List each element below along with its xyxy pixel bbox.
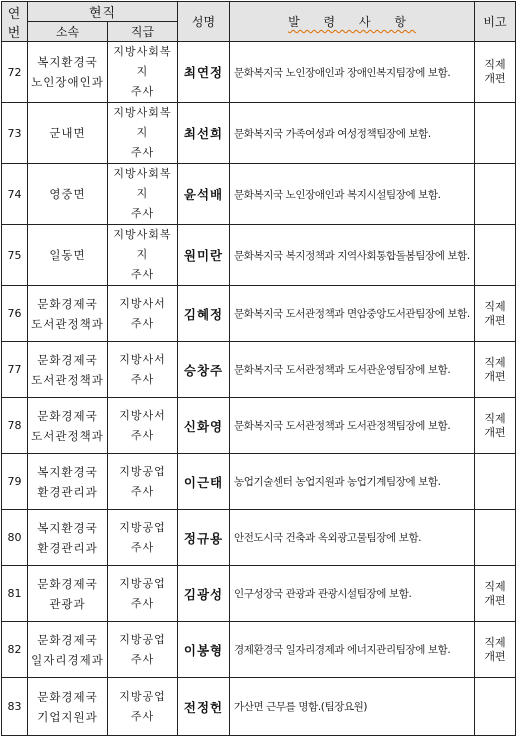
grade-line-1: 지방사회복지 [113, 228, 172, 261]
note-line-2: 개편 [484, 313, 506, 327]
grade-cell [108, 454, 178, 510]
note-cell [475, 566, 516, 622]
table-row [2, 678, 516, 736]
order-cell: 안전도시국 건축과 옥외광고물팀장에 보함. [230, 510, 475, 566]
grade-line-1: 지방공업 [119, 520, 166, 534]
grade-line-2: 주사 [130, 652, 155, 666]
header-grade: 직급 [108, 22, 178, 42]
grade-cell [108, 164, 178, 225]
serial-number-cell: 83 [2, 678, 28, 736]
grade-line-1: 지방사서 [119, 408, 166, 422]
note-line-2: 개편 [484, 72, 506, 85]
note-cell [475, 510, 516, 566]
grade-line-1: 지방공업 [119, 576, 166, 590]
affiliation-line-1: 복지환경국 [37, 55, 98, 69]
note-line-2: 개편 [484, 369, 506, 383]
grade-cell [108, 286, 178, 342]
affiliation-line-2: 노인장애인과 [31, 75, 104, 89]
grade-cell [108, 42, 178, 103]
affiliation-line-2: 도서관정책과 [31, 428, 104, 443]
grade-cell [108, 510, 178, 566]
serial-number-cell: 78 [2, 398, 28, 454]
note-cell [475, 398, 516, 454]
affiliation-cell [28, 454, 108, 510]
note-cell [475, 678, 516, 736]
affiliation-cell [28, 42, 108, 103]
grade-line-1: 지방사서 [119, 296, 166, 310]
name-cell: 최연정 [178, 42, 230, 103]
affiliation-cell [28, 225, 108, 286]
serial-number-cell: 77 [2, 342, 28, 398]
note-line-1: 직제 [484, 299, 506, 313]
affiliation-cell [28, 164, 108, 225]
grade-line-1: 지방사회복지 [113, 106, 172, 139]
affiliation-line-1: 문화경제국 [37, 576, 98, 591]
serial-number-cell: 81 [2, 566, 28, 622]
note-cell [475, 454, 516, 510]
name-cell: 이근태 [178, 454, 230, 510]
header-note: 비고 [475, 2, 516, 42]
grade-line-2: 주사 [130, 146, 155, 159]
name-cell: 승창주 [178, 342, 230, 398]
name-cell: 윤석배 [178, 164, 230, 225]
note-cell [475, 286, 516, 342]
affiliation-cell [28, 678, 108, 736]
order-cell: 문화복지국 도서관정책과 도서관운영팀장에 보함. [230, 342, 475, 398]
grade-cell [108, 678, 178, 736]
order-cell: 문화복지국 도서관정책과 면암중앙도서관팀장에 보함. [230, 286, 475, 342]
table-row [2, 510, 516, 566]
affiliation-line-1: 문화경제국 [37, 689, 98, 704]
grade-cell [108, 342, 178, 398]
order-cell: 문화복지국 노인장애인과 복지시설팀장에 보함. [230, 164, 475, 225]
grade-line-2: 주사 [130, 709, 155, 723]
header-order-details: 발 령 사 항 [230, 2, 475, 42]
note-line-2: 개편 [484, 593, 506, 607]
order-cell: 문화복지국 도서관정책과 도서관정책팀장에 보함. [230, 398, 475, 454]
affiliation-line-2: 기업지원과 [37, 709, 98, 724]
order-cell: 인구성장국 관광과 관광시설팀장에 보함. [230, 566, 475, 622]
affiliation-line-1: 영중면 [49, 187, 86, 201]
note-cell [475, 225, 516, 286]
note-cell [475, 342, 516, 398]
note-line-2: 개편 [484, 649, 506, 663]
order-cell: 경제환경국 일자리경제과 에너지관리팀장에 보함. [230, 622, 475, 678]
affiliation-line-2: 도서관정책과 [31, 316, 104, 331]
name-cell: 김광성 [178, 566, 230, 622]
grade-cell [108, 622, 178, 678]
affiliation-cell [28, 398, 108, 454]
table-row [2, 398, 516, 454]
affiliation-line-1: 복지환경국 [37, 520, 98, 535]
affiliation-line-1: 문화경제국 [37, 296, 98, 311]
header-current-position: 현직 [28, 2, 178, 22]
note-line-1: 직제 [484, 58, 506, 71]
note-cell [475, 42, 516, 103]
serial-number-cell: 75 [2, 225, 28, 286]
grade-line-2: 주사 [130, 85, 155, 98]
affiliation-cell [28, 286, 108, 342]
affiliation-line-1: 문화경제국 [37, 352, 98, 367]
grade-line-1: 지방사회복지 [113, 45, 172, 78]
name-cell: 최선희 [178, 103, 230, 164]
order-cell: 문화복지국 복지정책과 지역사회통합돌봄팀장에 보함. [230, 225, 475, 286]
name-cell: 전정헌 [178, 678, 230, 736]
grade-line-2: 주사 [130, 540, 155, 554]
table-row [2, 164, 516, 225]
order-cell: 문화복지국 가족여성과 여성정책팀장에 보함. [230, 103, 475, 164]
table-header [2, 2, 516, 42]
grade-line-2: 주사 [130, 484, 155, 498]
affiliation-cell [28, 510, 108, 566]
table-body [2, 42, 516, 736]
name-cell: 원미란 [178, 225, 230, 286]
grade-line-2: 주사 [130, 316, 155, 330]
grade-cell [108, 225, 178, 286]
note-cell [475, 622, 516, 678]
grade-line-1: 지방공업 [119, 632, 166, 646]
table-row [2, 42, 516, 103]
affiliation-line-2: 환경관리과 [37, 540, 98, 555]
grade-line-1: 지방공업 [119, 464, 166, 478]
order-cell: 가산면 근무를 명함.(팀장요원) [230, 678, 475, 736]
serial-number-cell: 76 [2, 286, 28, 342]
affiliation-line-1: 일동면 [49, 248, 86, 262]
grade-line-2: 주사 [130, 596, 155, 610]
affiliation-line-2: 도서관정책과 [31, 372, 104, 387]
affiliation-line-2: 환경관리과 [37, 484, 98, 499]
table-row [2, 342, 516, 398]
affiliation-cell [28, 342, 108, 398]
name-cell: 신화영 [178, 398, 230, 454]
table-row [2, 454, 516, 510]
name-cell: 이봉형 [178, 622, 230, 678]
affiliation-line-1: 문화경제국 [37, 408, 98, 423]
grade-cell [108, 566, 178, 622]
header-name: 성명 [178, 2, 230, 42]
grade-line-1: 지방사회복지 [113, 167, 172, 200]
affiliation-line-2: 일자리경제과 [31, 652, 104, 667]
name-cell: 김혜정 [178, 286, 230, 342]
affiliation-line-1: 복지환경국 [37, 464, 98, 479]
grade-cell [108, 398, 178, 454]
affiliation-cell [28, 622, 108, 678]
note-line-1: 직제 [484, 579, 506, 593]
affiliation-line-1: 문화경제국 [37, 632, 98, 647]
note-line-2: 개편 [484, 425, 506, 439]
table-row [2, 103, 516, 164]
serial-number-cell: 74 [2, 164, 28, 225]
table-row [2, 286, 516, 342]
grade-line-2: 주사 [130, 428, 155, 442]
serial-number-cell: 73 [2, 103, 28, 164]
note-line-1: 직제 [484, 635, 506, 649]
affiliation-cell [28, 566, 108, 622]
grade-line-2: 주사 [130, 268, 155, 281]
personnel-order-document [1, 1, 516, 736]
serial-number-cell: 82 [2, 622, 28, 678]
table-row [2, 225, 516, 286]
grade-line-2: 주사 [130, 207, 155, 220]
header-affiliation: 소속 [28, 22, 108, 42]
grade-cell [108, 103, 178, 164]
order-cell: 문화복지국 노인장애인과 장애인복지팀장에 보함. [230, 42, 475, 103]
name-cell: 정규용 [178, 510, 230, 566]
affiliation-line-1: 군내면 [49, 126, 86, 140]
table-row [2, 622, 516, 678]
serial-number-cell: 80 [2, 510, 28, 566]
affiliation-line-2: 관광과 [49, 596, 86, 611]
affiliation-cell [28, 103, 108, 164]
grade-line-1: 지방사서 [119, 352, 166, 366]
grade-line-1: 지방공업 [119, 689, 166, 703]
serial-number-cell: 72 [2, 42, 28, 103]
grade-line-2: 주사 [130, 372, 155, 386]
header-serial-number: 연 번 [2, 2, 28, 42]
note-line-1: 직제 [484, 411, 506, 425]
order-cell: 농업기술센터 농업지원과 농업기계팀장에 보함. [230, 454, 475, 510]
personnel-order-table [1, 1, 516, 736]
serial-number-cell: 79 [2, 454, 28, 510]
note-cell [475, 164, 516, 225]
table-row [2, 566, 516, 622]
note-line-1: 직제 [484, 355, 506, 369]
note-cell [475, 103, 516, 164]
